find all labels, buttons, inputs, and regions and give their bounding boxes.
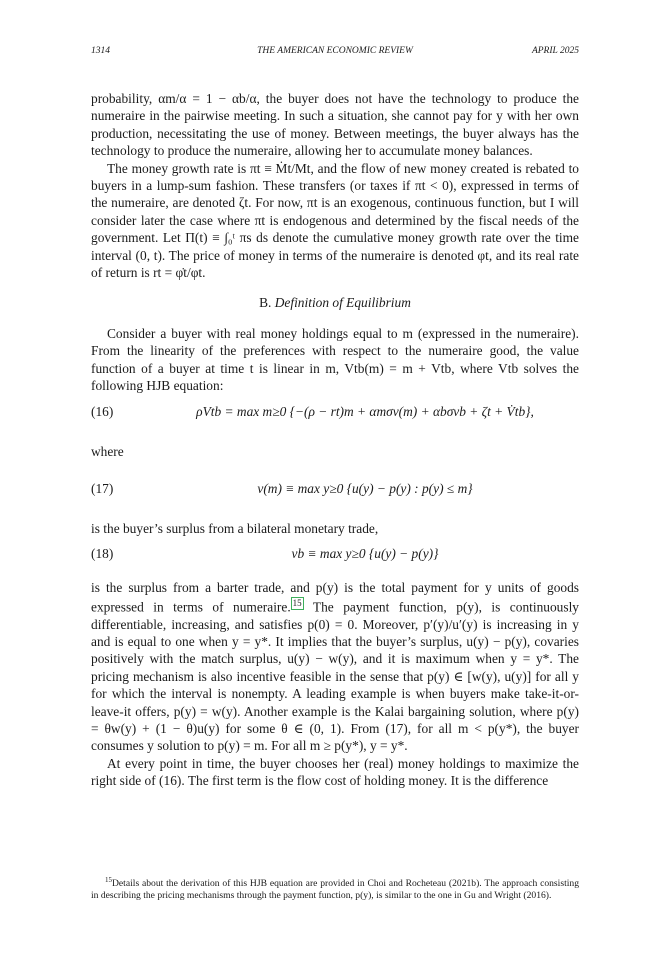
footnote-mark: 15 xyxy=(105,875,112,884)
equation-number: (18) xyxy=(91,546,114,562)
issue-date: APRIL 2025 xyxy=(531,46,579,56)
equation-18 xyxy=(91,537,579,579)
running-header xyxy=(91,46,579,60)
footnote xyxy=(91,864,579,911)
equation-number: (17) xyxy=(91,480,114,496)
journal-title: THE AMERICAN ECONOMIC REVIEW xyxy=(257,46,413,56)
paragraph-money-growth: The money growth rate is πt ≡ Ṁt/Mt, and the flow of new money created is rebated to buyers in a lump-sum fashion. These transfers (or taxes if πt < 0), expressed in terms of the numeraire, are denoted ζt. For now, πt is an exogenous, continuous function, but I will consider later the case where πt is endogenous and determined by the fiscal needs of the government. Let Π(t) ≡ ∫₀ᵗ πs ds denote the cumulative money growth rate over the time interval (0, t). The price of money in terms of the numeraire is denoted φt, and its real rate of return is rt = φ̇t/φt. xyxy=(91,160,579,281)
main-text xyxy=(91,90,579,790)
equation-text: v(m) ≡ max y≥0 {u(y) − p(y) : p(y) ≤ m} xyxy=(257,480,473,496)
paragraph-payment-function xyxy=(91,579,579,755)
equation-17 xyxy=(91,472,579,514)
paragraph-probability: probability, αm/α = 1 − αb/α, the buyer does not have the technology to produce the numeraire in the pairwise meeting. In such a situation, she cannot pay for y with her own production, necessitating the use of money. Between meetings, the buyer always has the technology to produce the numeraire, allowing her to accumulate money balances. xyxy=(91,91,579,159)
equation-number: (16) xyxy=(91,403,114,419)
section-title: Definition of Equilibrium xyxy=(274,295,411,311)
section-heading xyxy=(91,294,579,311)
equation-text: ρVtb = max m≥0 {−(ρ − rt)m + αmσv(m) + αbσvb + ζt + V̇tb}, xyxy=(196,403,534,419)
footnote-text-line xyxy=(91,874,579,902)
section-letter: B. xyxy=(259,295,272,311)
paragraph-money-holdings: At every point in time, the buyer chooses her (real) money holdings to maximize the right side of (16). The first term is the flow cost of holding money. It is the difference xyxy=(91,755,579,789)
paragraph-monetary-surplus: is the buyer’s surplus from a bilateral monetary trade, xyxy=(91,520,379,536)
paragraph-buyer-value: Consider a buyer with real money holdings equal to m (expressed in the numeraire). From the linearity of the preferences with respect to the numeraire good, the value function of a buyer at time t is linear in m, Vtb(m) = m + Vtb, where Vtb solves the following HJB equation: xyxy=(91,325,579,394)
equation-text: vb ≡ max y≥0 {u(y) − p(y)} xyxy=(291,546,439,562)
equation-16 xyxy=(91,395,579,437)
page-number: 1314 xyxy=(91,46,110,56)
footnote-text: Details about the derivation of this HJB equation are provided in Choi and Rocheteau (2021b). The approach consisting in describing the pricing mechanisms through the payment function, p(y), is similar to the one in Gu and Wright (2016). xyxy=(91,877,579,901)
where-word: where xyxy=(91,443,124,459)
footnote-link[interactable]: 15 xyxy=(292,597,302,608)
paragraph-text: The payment function, p(y), is continuously differentiable, increasing, and satisfies p(0) = 0. Moreover, p′(y)/u′(y) is increasing in y and is equal to one when y = y*. It implies that the buyer’s surplus, u(y) − p(y), covaries positively with the match surplus, u(y) − w(y), and it is maximum when y = y*. The pricing mechanism is also incentive feasible in the sense that p(y) ∈ [w(y), u(y)] for all y for which the interval is nonempty. A leading example is when buyers make take-it-or-leave-it offers, p(y) = w(y). Another example is the Kalai bargaining solution, where p(y) = θw(y) + (1 − θ)u(y) for some θ ∈ (0, 1). From (17), for all m < p(y*), the buyer consumes y solution to p(y) = m. For all m ≥ p(y*), y = y*. xyxy=(91,599,579,754)
paragraph-text: is the surplus from a barter trade, and p(y) is the total payment for y units of goods expressed in terms of numeraire. xyxy=(91,580,579,615)
